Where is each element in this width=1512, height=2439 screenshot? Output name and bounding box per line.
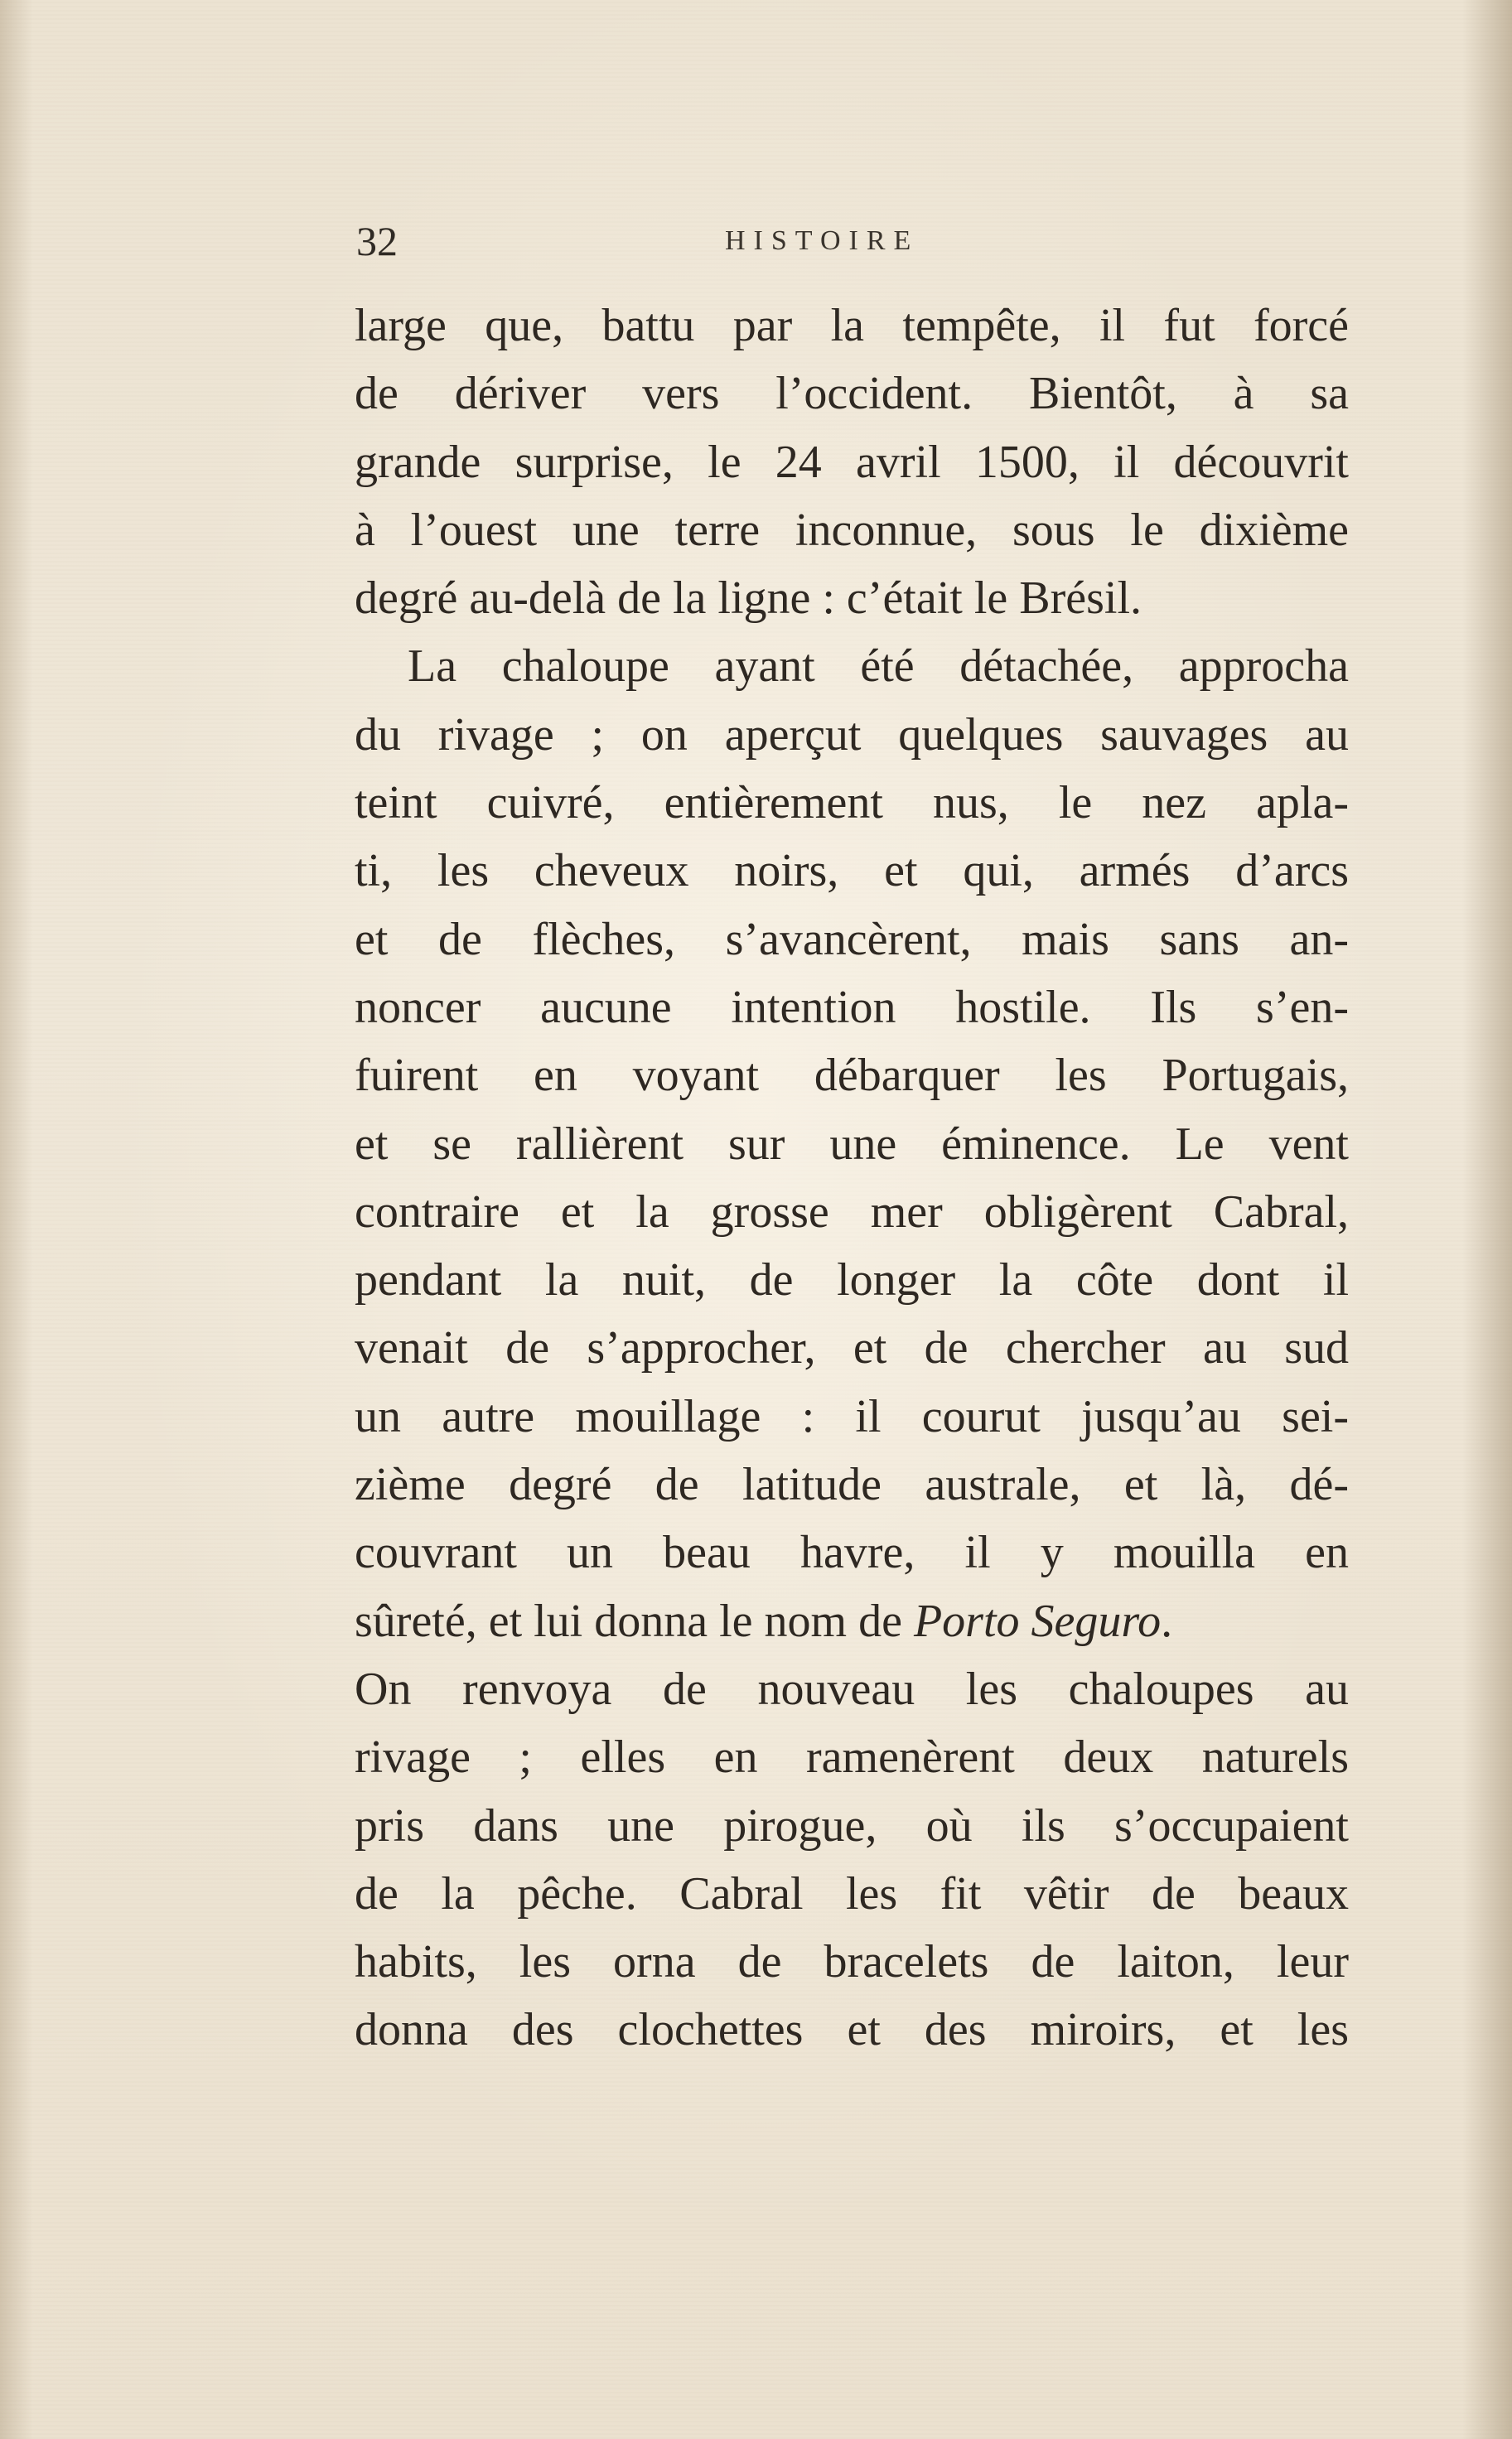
text-segment: sûreté, et lui donna le nom de: [355, 1595, 902, 1647]
place-name-italic: Porto Seguro: [913, 1595, 1162, 1647]
text-line: du rivage ; on aperçut quelques sauvages au: [355, 708, 1349, 761]
text-line: large que, battu par la tempête, il fut forcé: [355, 300, 1349, 351]
page-edge-shadow-left: [0, 0, 33, 2439]
text-line: pris dans une pirogue, où ils s’occupaient: [355, 1799, 1349, 1852]
text-line: un autre mouillage : il courut jusqu’au sei-: [355, 1390, 1349, 1442]
text-line: et de flèches, s’avancèrent, mais sans an-: [355, 913, 1349, 965]
running-title: HISTOIRE: [725, 225, 920, 256]
body-text: [355, 292, 1349, 2065]
text-line: zième degré de latitude australe, et là, dé-: [355, 1459, 1349, 1511]
text-line: pendant la nuit, de longer la côte dont il: [355, 1254, 1349, 1306]
text-line: donna des clochettes et des miroirs, et les: [355, 2004, 1349, 2056]
text-line: degré au-delà de la ligne : c’était le Brésil.: [355, 572, 1142, 625]
text-line: ti, les cheveux noirs, et qui, armés d’arcs: [355, 845, 1349, 897]
text-line: de la pêche. Cabral les fit vêtir de beaux: [355, 1867, 1349, 1920]
text-line: couvrant un beau havre, il y mouilla en: [355, 1527, 1349, 1579]
running-head: [356, 217, 1350, 267]
text-line: noncer aucune intention hostile. Ils s’en-: [355, 981, 1349, 1033]
page-number: 32: [356, 218, 398, 264]
text-line: venait de s’approcher, et de chercher au sud: [355, 1322, 1349, 1374]
text-line: contraire et la grosse mer obligèrent Cabral,: [355, 1186, 1349, 1238]
text-line: fuirent en voyant débarquer les Portugais,: [355, 1050, 1349, 1102]
text-line: On renvoya de nouveau les chaloupes au: [355, 1663, 1349, 1715]
text-line: à l’ouest une terre inconnue, sous le dixième: [355, 504, 1349, 556]
page-edge-shadow-right: [1462, 0, 1512, 2439]
text-line: habits, les orna de bracelets de laiton, leur: [355, 1936, 1349, 1988]
text-segment-period: .: [1161, 1595, 1173, 1647]
text-line: et se rallièrent sur une éminence. Le vent: [355, 1118, 1349, 1170]
text-line: grande surprise, le 24 avril 1500, il découvrit: [355, 436, 1349, 488]
text-line: La chaloupe ayant été détachée, approcha: [408, 640, 1349, 693]
text-line: teint cuivré, entièrement nus, le nez apla-: [355, 777, 1349, 829]
text-line: de dériver vers l’occident. Bientôt, à sa: [355, 368, 1349, 420]
text-line-with-place-name: [355, 1587, 1349, 1655]
text-line: rivage ; elles en ramenèrent deux naturels: [355, 1731, 1349, 1784]
